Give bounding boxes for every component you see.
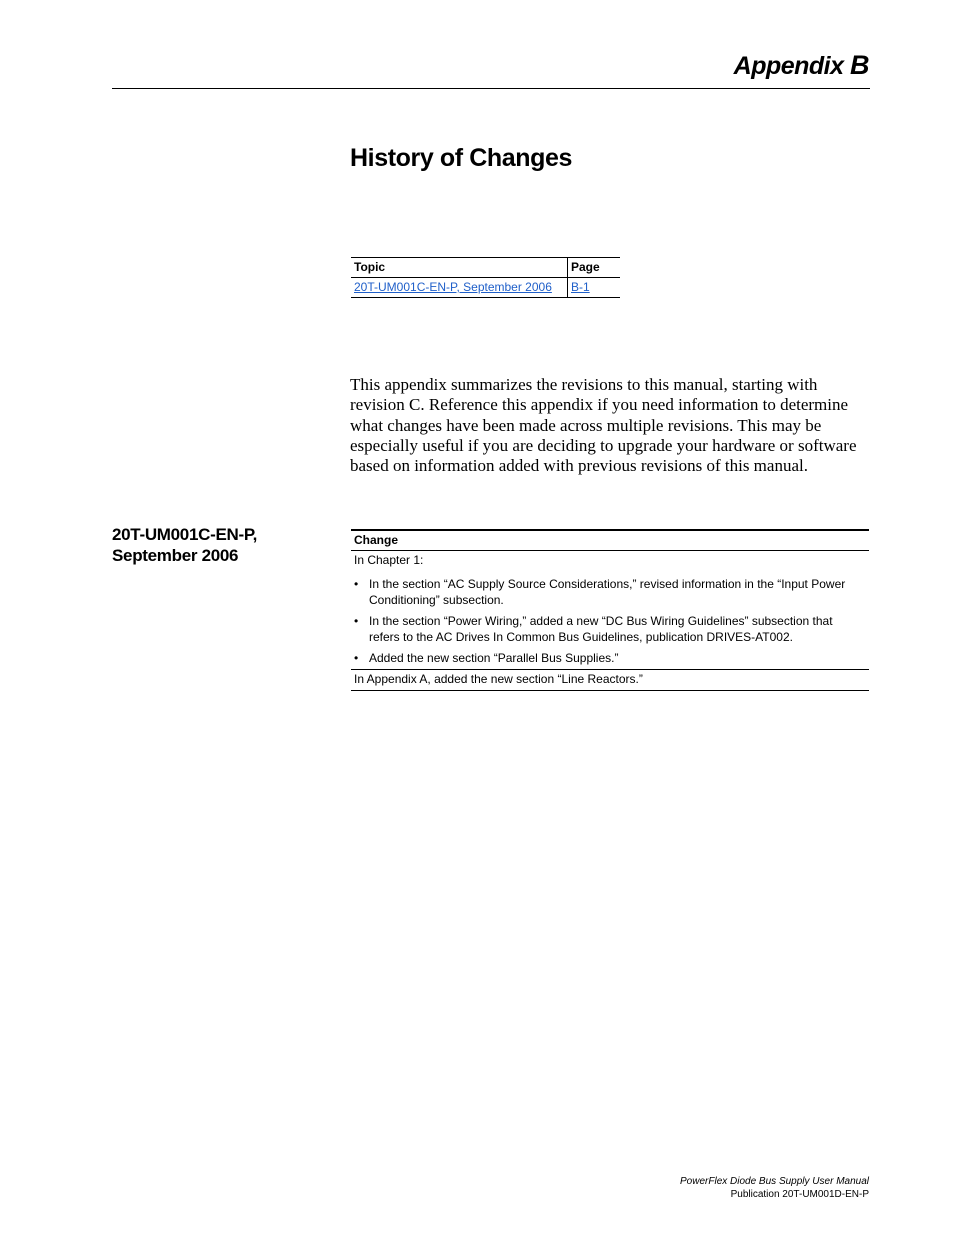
bullet-icon: • <box>354 577 359 591</box>
appendix-letter: B <box>850 50 869 80</box>
bullet-icon: • <box>354 651 359 665</box>
appendix-word: Appendix <box>733 52 844 80</box>
intro-paragraph: This appendix summarizes the revisions to this manual, starting with revision C. Reference this appendix if you need information to determine what changes have been made across multiple revisions. This may be especially useful if you are deciding to upgrade your hardware or software based on information added with previous revisions of this manual. <box>350 375 857 476</box>
page-link[interactable]: B-1 <box>571 280 590 294</box>
section-heading-line1: 20T-UM001C-EN-P, <box>112 525 258 544</box>
footer-publication: Publication 20T-UM001D-EN-P <box>730 1189 869 1200</box>
section-heading <box>112 524 312 566</box>
topic-column-header: Topic <box>351 258 568 278</box>
footer-manual-title: PowerFlex Diode Bus Supply User Manual <box>680 1176 869 1187</box>
list-item <box>351 614 866 645</box>
topic-link[interactable]: 20T-UM001C-EN-P, September 2006 <box>354 280 552 294</box>
page-column-header: Page <box>568 258 621 278</box>
appendix-a-change: In Appendix A, added the new section “Line Reactors.” <box>351 670 869 691</box>
topic-cell <box>351 278 568 298</box>
appendix-heading <box>734 50 869 81</box>
section-heading-line2: September 2006 <box>112 546 239 565</box>
list-item-text: Added the new section “Parallel Bus Supplies.” <box>369 651 619 665</box>
topic-table <box>351 257 620 298</box>
change-table <box>351 529 869 691</box>
change-column-header: Change <box>351 529 869 551</box>
topic-table-header-row <box>351 258 620 278</box>
list-item-text: In the section “Power Wiring,” added a new “DC Bus Wiring Guidelines” subsection that refers to the AC Drives In Common Bus Guidelines, publication DRIVES-AT002. <box>369 614 833 644</box>
list-item-text: In the section “AC Supply Source Considerations,” revised information in the “Input Power Conditioning” subsection. <box>369 577 846 607</box>
bullet-icon: • <box>354 614 359 628</box>
chapter1-intro: In Chapter 1: <box>354 553 424 567</box>
page-footer <box>680 1175 869 1201</box>
list-item <box>351 577 866 608</box>
page-title: History of Changes <box>350 144 572 172</box>
list-item <box>351 651 866 667</box>
change-list-block <box>351 577 869 670</box>
page-cell <box>568 278 621 298</box>
header-rule <box>112 88 870 89</box>
table-row <box>351 278 620 298</box>
change-list <box>351 577 866 667</box>
